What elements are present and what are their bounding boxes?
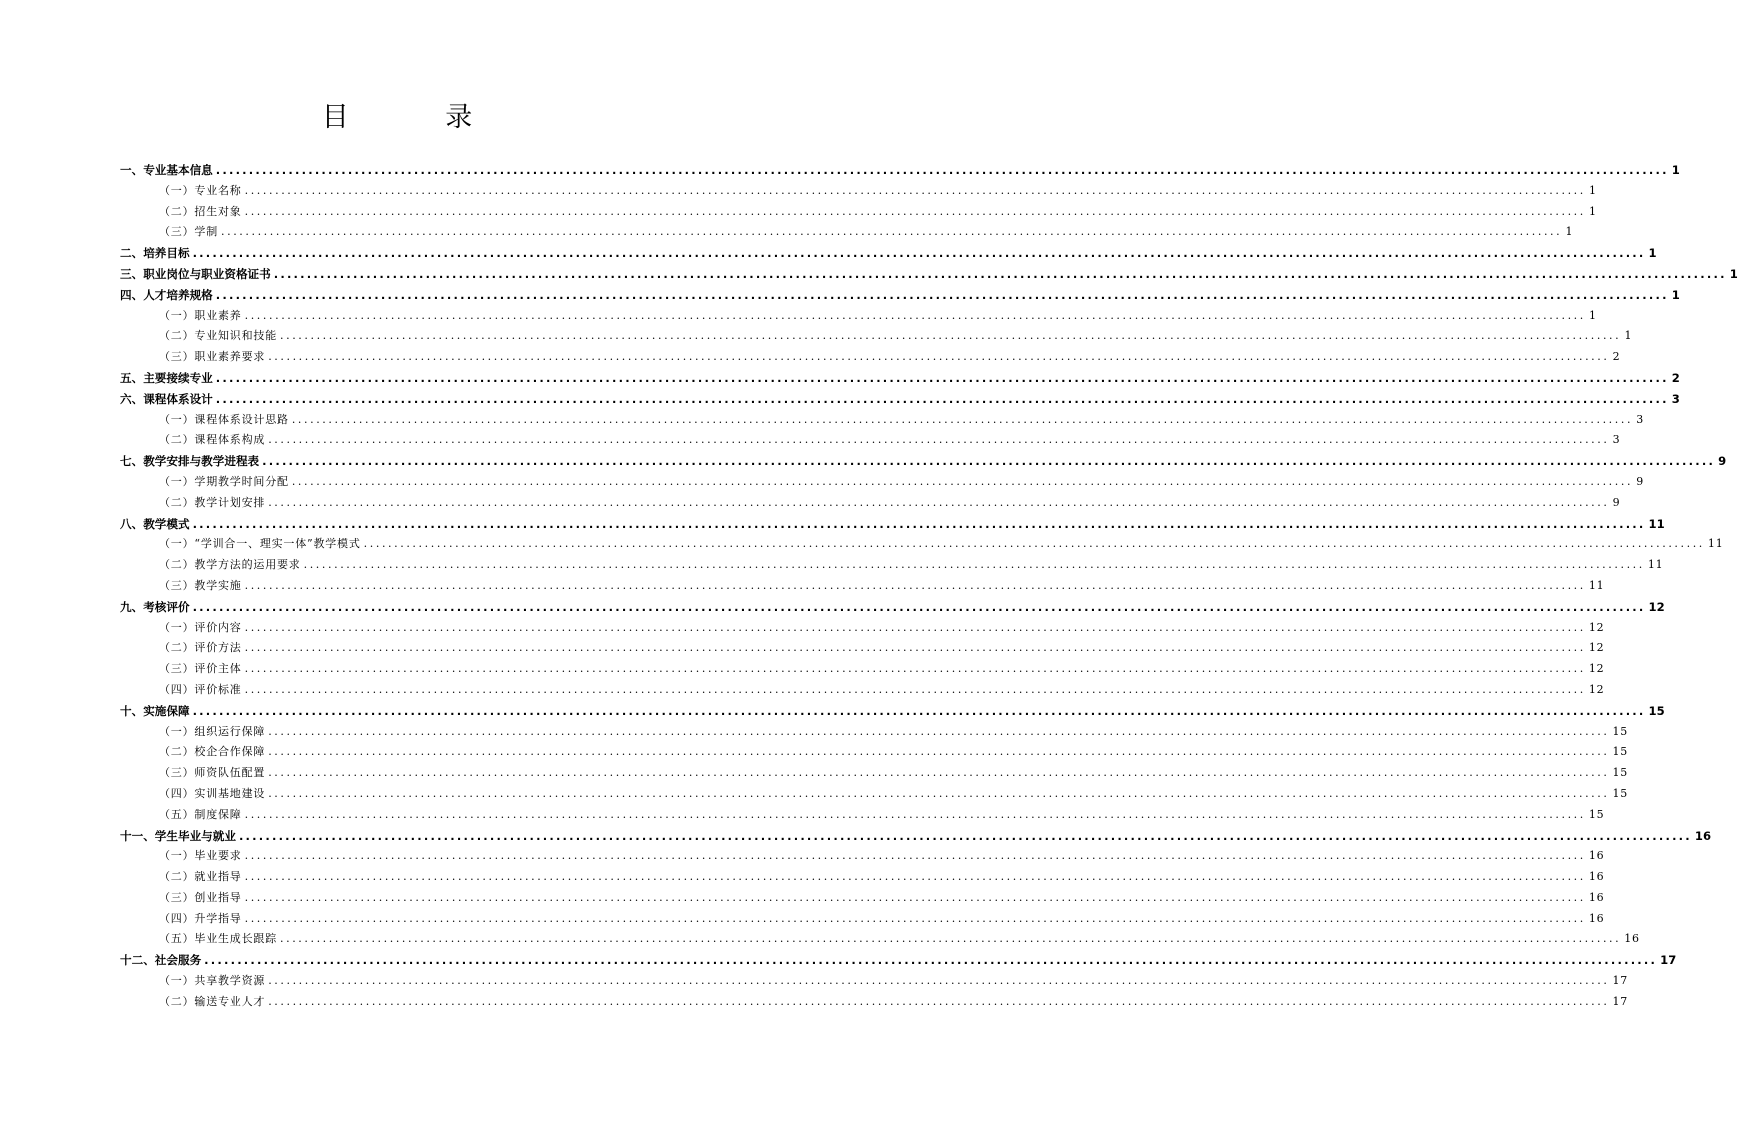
toc-dot-leader: ............................................................................................................................................................................................................................ [215,163,1669,177]
toc-page-number: 15 [1648,703,1665,718]
toc-dot-leader: ............................................................................................................................................................................................................................ [244,662,1586,676]
toc-section-entry[interactable] [120,160,1680,181]
toc-entry-label: （三）职业素养要求 [159,350,266,364]
toc-page-number: 12 [1648,599,1665,614]
toc-subsection-entry[interactable] [120,618,1605,639]
toc-subsection-entry[interactable] [120,867,1605,888]
toc-page-number: 16 [1588,890,1605,904]
toc-section-entry[interactable] [120,368,1680,389]
toc-entry-label: （四）评价标准 [159,682,242,696]
toc-page-number: 9 [1718,454,1727,469]
toc-page-number: 12 [1588,662,1605,676]
page-title: 目 录 [321,102,517,133]
toc-section-entry[interactable] [120,514,1665,535]
toc-entry-label: （三）教学实施 [159,578,242,592]
toc-dot-leader: ............................................................................................................................................................................................................................ [268,766,1610,780]
toc-page-number: 16 [1588,870,1605,884]
toc-entry-label: 九、考核评价 [120,599,190,614]
toc-entry-label: （一）共享教学资源 [159,974,266,988]
toc-entry-label: （一）专业名称 [159,183,242,197]
toc-dot-leader: ............................................................................................................................................................................................................................ [244,890,1586,904]
toc-dot-leader: ............................................................................................................................................................................................................................ [244,620,1586,634]
toc-page-number: 16 [1624,932,1640,946]
toc-page-number: 15 [1612,745,1629,759]
toc-subsection-entry[interactable] [120,576,1605,597]
toc-subsection-entry[interactable] [120,202,1597,223]
toc-entry-label: （四）实训基地建设 [159,786,266,800]
toc-entry-label: （二）专业知识和技能 [159,329,277,343]
toc-dot-leader: ............................................................................................................................................................................................................................ [192,599,1646,614]
toc-section-entry[interactable] [120,597,1665,618]
toc-entry-label: 十、实施保障 [120,703,190,718]
toc-page-number: 12 [1588,620,1605,634]
toc-subsection-entry[interactable] [120,430,1621,451]
toc-page-number: 11 [1588,578,1605,592]
toc-entry-label: （二）教学计划安排 [159,495,266,509]
toc-subsection-entry[interactable] [120,784,1629,805]
toc-dot-leader: ............................................................................................................................................................................................................................ [244,849,1586,863]
toc-page-number: 3 [1612,433,1621,447]
toc-subsection-entry[interactable] [120,659,1605,680]
toc-page-number: 1 [1671,287,1680,302]
toc-entry-label: （二）教学方法的运用要求 [159,558,301,572]
toc-subsection-entry[interactable] [120,805,1605,826]
toc-dot-leader: ............................................................................................................................................................................................................................ [244,911,1586,925]
toc-page-number: 1 [1565,225,1574,239]
toc-subsection-entry[interactable] [120,181,1597,202]
toc-page-number: 15 [1612,766,1629,780]
toc-entry-label: （一）“学训合一、理实一体”教学模式 [159,537,361,551]
toc-dot-leader: ............................................................................................................................................................................................................................ [363,537,1705,551]
toc-dot-leader: ............................................................................................................................................................................................................................ [244,870,1586,884]
toc-subsection-entry[interactable] [120,992,1629,1013]
toc-dot-leader: ............................................................................................................................................................................................................................ [291,412,1634,426]
toc-dot-leader: ............................................................................................................................................................................................................................ [268,495,1610,509]
toc-section-entry[interactable] [120,950,1677,971]
toc-entry-label: （二）课程体系构成 [159,433,266,447]
toc-entry-label: 十二、社会服务 [120,953,202,968]
toc-entry-label: （五）制度保障 [159,807,242,821]
toc-dot-leader: ............................................................................................................................................................................................................................ [268,974,1610,988]
toc-dot-leader: ............................................................................................................................................................................................................................ [192,516,1646,531]
toc-page-number: 17 [1660,953,1677,968]
toc-dot-leader: ............................................................................................................................................................................................................................ [244,183,1586,197]
toc-section-entry[interactable] [120,826,1712,847]
toc-page-number: 12 [1588,682,1605,696]
toc-entry-label: （一）评价内容 [159,620,242,634]
toc-entry-label: 七、教学安排与教学进程表 [120,454,260,469]
toc-page-number: 1 [1729,266,1738,281]
toc-dot-leader: ............................................................................................................................................................................................................................ [244,641,1586,655]
toc-subsection-entry[interactable] [120,971,1629,992]
toc-page-number: 17 [1612,974,1629,988]
toc-page-number: 16 [1588,849,1605,863]
toc-page-number: 11 [1707,537,1724,551]
toc-dot-leader: ............................................................................................................................................................................................................................ [303,558,1645,572]
toc-entry-label: （二）就业指导 [159,870,242,884]
toc-page-number: 16 [1588,911,1605,925]
toc-section-entry[interactable] [120,285,1680,306]
toc-entry-label: 十一、学生毕业与就业 [120,828,236,843]
toc-page-number: 9 [1636,474,1645,488]
toc-subsection-entry[interactable] [120,472,1645,493]
toc-entry-label: （二）输送专业人才 [159,994,266,1008]
toc-subsection-entry[interactable] [120,763,1629,784]
toc-page-number: 3 [1671,391,1680,406]
toc-entry-label: 四、人才培养规格 [120,287,213,302]
toc-entry-label: 六、课程体系设计 [120,391,213,406]
toc-subsection-entry[interactable] [120,680,1605,701]
toc-section-entry[interactable] [120,264,1738,285]
toc-entry-label: （四）升学指导 [159,911,242,925]
toc-page-number: 17 [1612,994,1629,1008]
toc-dot-leader: ............................................................................................................................................................................................................................ [204,953,1658,968]
toc-dot-leader: ............................................................................................................................................................................................................................ [268,433,1610,447]
toc-subsection-entry[interactable] [120,722,1629,743]
toc-subsection-entry[interactable] [120,555,1664,576]
toc-entry-label: （一）组织运行保障 [159,724,266,738]
toc-subsection-entry[interactable] [120,909,1605,930]
toc-dot-leader: ............................................................................................................................................................................................................................ [268,994,1610,1008]
toc-dot-leader: ............................................................................................................................................................................................................................ [268,350,1610,364]
toc-section-entry[interactable] [120,389,1680,410]
toc-subsection-entry[interactable] [120,306,1597,327]
toc-entry-label: （三）学制 [159,225,218,239]
toc-section-entry[interactable] [120,701,1665,722]
toc-dot-leader: ............................................................................................................................................................................................................................ [280,329,1622,343]
toc-subsection-entry[interactable] [120,493,1621,514]
toc-entry-label: 二、培养目标 [120,246,190,261]
toc-page-number: 9 [1612,495,1621,509]
toc-page-number: 3 [1636,412,1645,426]
toc-entry-label: （一）课程体系设计思路 [159,412,289,426]
table-of-contents [120,160,1738,1013]
toc-entry-label: 一、专业基本信息 [120,163,213,177]
toc-dot-leader: ............................................................................................................................................................................................................................ [244,578,1586,592]
toc-subsection-entry[interactable] [120,222,1574,243]
toc-dot-leader: ............................................................................................................................................................................................................................ [238,828,1692,843]
toc-entry-label: （一）职业素养 [159,308,242,322]
toc-entry-label: （三）评价主体 [159,662,242,676]
toc-subsection-entry[interactable] [120,638,1605,659]
toc-dot-leader: ............................................................................................................................................................................................................................ [268,786,1610,800]
toc-entry-label: （五）毕业生成长跟踪 [159,932,277,946]
toc-section-entry[interactable] [120,243,1657,264]
toc-section-entry[interactable] [120,451,1727,472]
toc-dot-leader: ............................................................................................................................................................................................................................ [221,225,1563,239]
toc-dot-leader: ............................................................................................................................................................................................................................ [244,204,1586,218]
toc-entry-label: 八、教学模式 [120,516,190,531]
toc-page-number: 16 [1694,828,1712,843]
toc-dot-leader: ............................................................................................................................................................................................................................ [244,682,1586,696]
toc-subsection-entry[interactable] [120,410,1645,431]
toc-dot-leader: ............................................................................................................................................................................................................................ [215,391,1669,406]
toc-entry-label: （二）校企合作保障 [159,745,266,759]
toc-entry-label: （一）毕业要求 [159,849,242,863]
toc-page-number: 2 [1612,350,1621,364]
toc-subsection-entry[interactable] [120,846,1605,867]
toc-page-number: 11 [1647,558,1664,572]
toc-subsection-entry[interactable] [120,534,1724,555]
toc-subsection-entry[interactable] [120,742,1629,763]
toc-page-number: 11 [1648,516,1665,531]
toc-dot-leader: ............................................................................................................................................................................................................................ [244,807,1586,821]
toc-page-number: 1 [1624,329,1633,343]
toc-page-number: 12 [1588,641,1605,655]
toc-entry-label: （二）招生对象 [159,204,242,218]
toc-subsection-entry[interactable] [120,347,1621,368]
toc-page-number: 1 [1589,183,1597,197]
toc-dot-leader: ............................................................................................................................................................................................................................ [268,745,1610,759]
toc-subsection-entry[interactable] [120,888,1605,909]
toc-entry-label: （二）评价方法 [159,641,242,655]
toc-dot-leader: ............................................................................................................................................................................................................................ [215,287,1669,302]
toc-entry-label: 五、主要接续专业 [120,370,213,385]
toc-dot-leader: ............................................................................................................................................................................................................................ [192,703,1646,718]
toc-dot-leader: ............................................................................................................................................................................................................................ [244,308,1586,322]
toc-entry-label: 三、职业岗位与职业资格证书 [120,266,271,281]
toc-entry-label: （三）师资队伍配置 [159,766,266,780]
toc-dot-leader: ............................................................................................................................................................................................................................ [273,266,1727,281]
toc-dot-leader: ............................................................................................................................................................................................................................ [291,474,1634,488]
toc-dot-leader: ............................................................................................................................................................................................................................ [262,454,1716,469]
toc-dot-leader: ............................................................................................................................................................................................................................ [268,724,1610,738]
toc-page-number: 1 [1671,163,1680,177]
toc-page-number: 15 [1612,786,1629,800]
toc-subsection-entry[interactable] [120,326,1633,347]
toc-page-number: 1 [1589,308,1597,322]
toc-page-number: 1 [1589,204,1597,218]
toc-page-number: 15 [1588,807,1605,821]
toc-page-number: 2 [1671,370,1680,385]
toc-entry-label: （一）学期教学时间分配 [159,474,289,488]
toc-page-number: 15 [1612,724,1629,738]
toc-dot-leader: ............................................................................................................................................................................................................................ [192,246,1646,261]
toc-entry-label: （三）创业指导 [159,890,242,904]
toc-dot-leader: ............................................................................................................................................................................................................................ [280,932,1622,946]
toc-subsection-entry[interactable] [120,929,1640,950]
toc-page-number: 1 [1648,246,1657,261]
toc-dot-leader: ............................................................................................................................................................................................................................ [215,370,1669,385]
